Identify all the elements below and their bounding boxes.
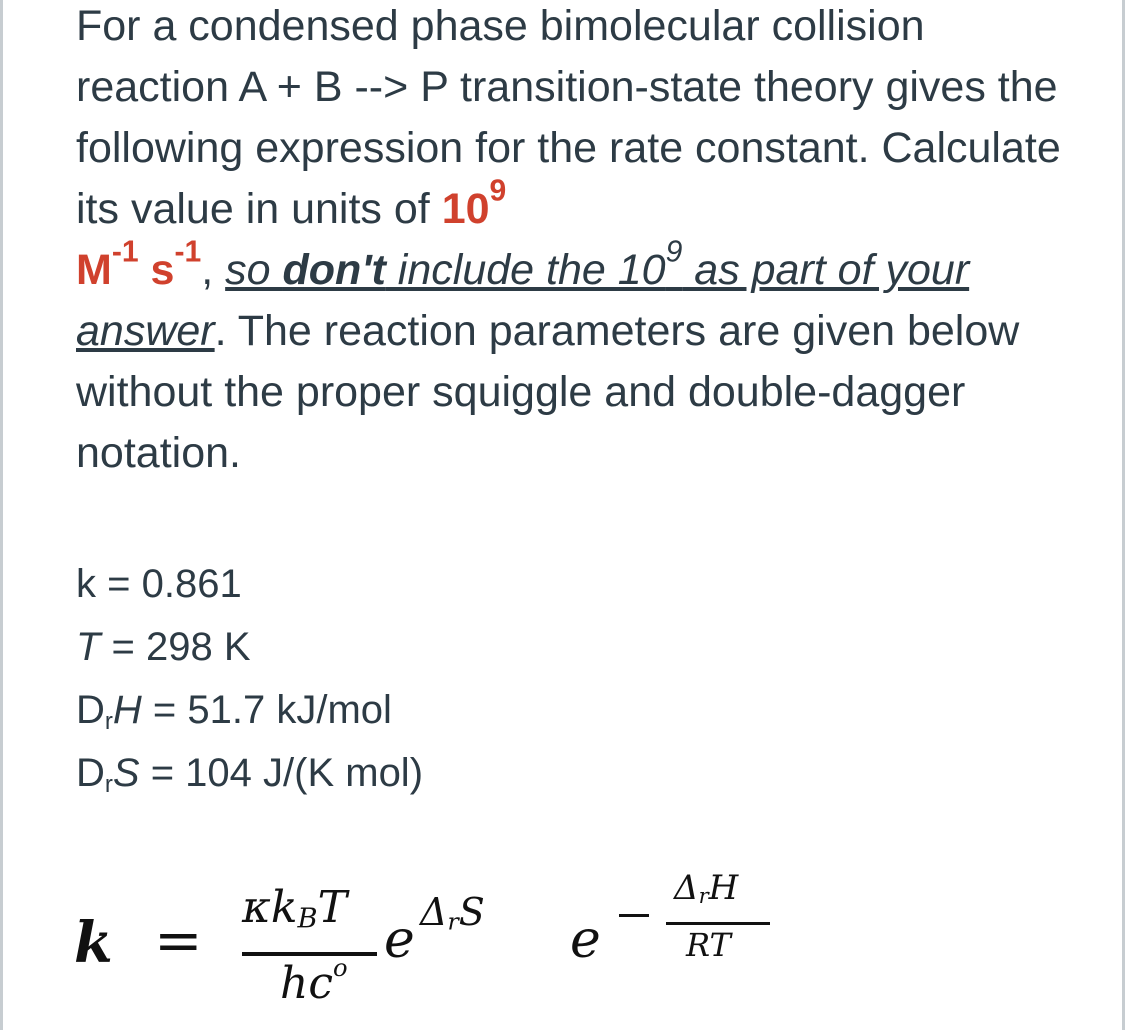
formula-exp-base-1: e	[384, 910, 415, 970]
param-k: k = 0.861	[76, 562, 242, 606]
param-delta-S: $D_rS = 104$ J/(K mol)	[76, 751, 424, 798]
formula-exponent-entropy: ΔrS	[420, 890, 485, 936]
param-T: T = 298 K	[76, 625, 251, 669]
left-border	[0, 0, 3, 1030]
instruction-note: so don't include the $10^9$ as part of your answer	[76, 235, 970, 355]
question-tail: . The reaction parameters are given below without the proper squiggle and double-dagger notation.	[76, 307, 1020, 477]
question-text: For a condensed phase bimolecular collision reaction A + B --> P transition-state theory gives the following expression for the rate constant. Calculate its value in units of $10^9$ $M^{-1}$ $s^{-1}$, so don't include the $10^9$ as part of your answer. The reaction parameters are given below without the proper squiggle and double-dagger notation.	[76, 2, 1061, 477]
formula-exponent-denominator: RT	[686, 926, 731, 964]
formula-exponent-bar	[666, 922, 770, 925]
parameter-list	[76, 553, 423, 805]
formula-lhs: k	[74, 910, 113, 976]
param-delta-H: $D_rH = 51.7$ kJ/mol	[76, 688, 392, 735]
formula-exp-base-2: e	[570, 910, 601, 970]
question-body: For a condensed phase bimolecular collision reaction A + B --> P transition-state theory gives the following expression for the rate constant. Calculate its value in units of	[76, 2, 1061, 233]
unit-m-s: $M^{-1}$ $s^{-1}$	[76, 235, 202, 294]
formula-fraction-bar	[242, 952, 377, 956]
formula-exponent-enthalpy: ΔrH	[674, 868, 739, 909]
unit-ten: $10^9$	[441, 174, 507, 233]
formula-denominator: $hc^o$	[280, 954, 348, 1009]
formula-equals: =	[154, 906, 203, 974]
formula-minus-sign	[619, 914, 649, 917]
formula-numerator: κkBT	[242, 882, 347, 935]
